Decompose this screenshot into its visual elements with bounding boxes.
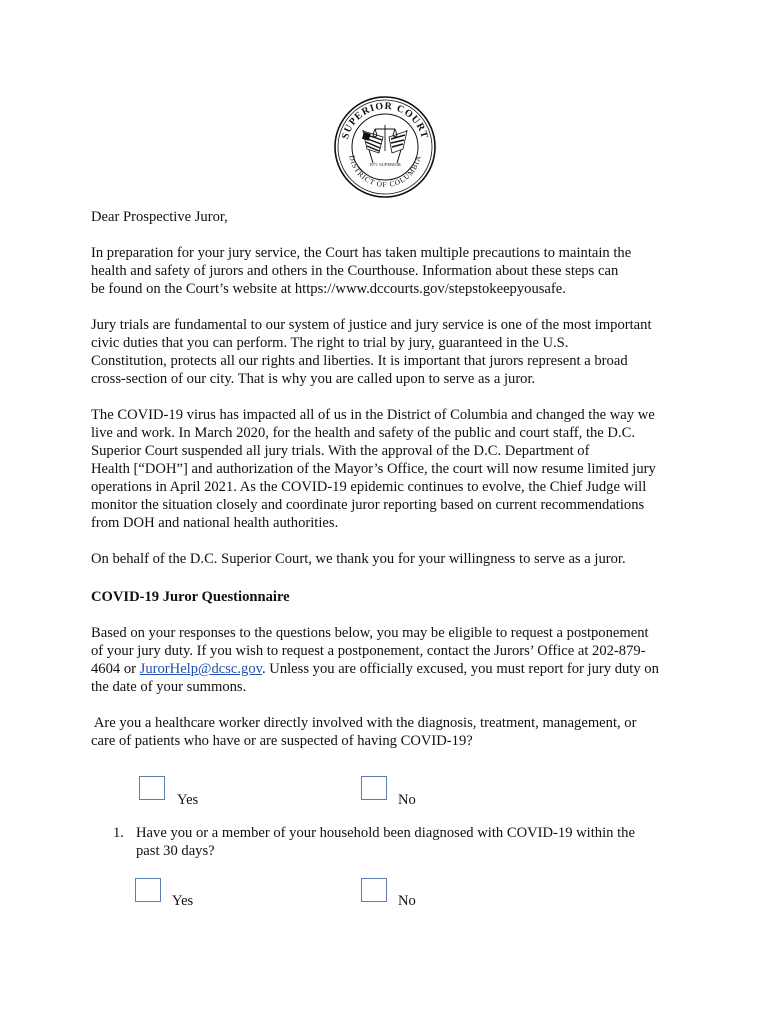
question-0-answers xyxy=(91,750,691,816)
question-0-no-label: No xyxy=(398,792,416,808)
question-1-line: past 30 days? xyxy=(136,843,215,859)
question-1-yes-checkbox[interactable] xyxy=(135,878,161,902)
questionnaire-heading: COVID-19 Juror Questionnaire xyxy=(91,589,290,605)
question-1-no-checkbox[interactable] xyxy=(361,878,387,902)
intro-line: the date of your summons. xyxy=(91,679,247,695)
paragraph-3-line: operations in April 2021. As the COVID-19 epidemic continues to evolve, the Chief Judge will xyxy=(91,479,647,495)
letter-body xyxy=(91,208,691,926)
paragraph-3 xyxy=(91,406,691,532)
paragraph-4: On behalf of the D.C. Superior Court, we thank you for your willingness to serve as a juror. xyxy=(91,551,626,567)
court-seal xyxy=(333,95,437,199)
svg-text:1971 SUPERIOR: 1971 SUPERIOR xyxy=(369,162,401,167)
question-1-answers xyxy=(91,860,691,926)
svg-text:DISTRICT OF COLUMBIA: DISTRICT OF COLUMBIA xyxy=(347,154,423,190)
paragraph-1 xyxy=(91,244,691,298)
question-1-number: 1. xyxy=(113,825,124,841)
question-0-yes-checkbox[interactable] xyxy=(139,776,165,800)
intro-line: Based on your responses to the questions below, you may be eligible to request a postponement xyxy=(91,625,649,641)
intro-text: 4604 or xyxy=(91,661,140,677)
question-1 xyxy=(113,824,691,860)
svg-text:SUPERIOR COURT: SUPERIOR COURT xyxy=(339,100,431,141)
paragraph-1-line: In preparation for your jury service, the Court has taken multiple precautions to maintain the xyxy=(91,245,632,261)
intro-line-with-email xyxy=(91,660,691,678)
question-1-text xyxy=(136,824,691,860)
paragraph-3-line: The COVID-19 virus has impacted all of us in the District of Columbia and changed the way we xyxy=(91,407,655,423)
question-0-yes-label: Yes xyxy=(177,792,199,808)
paragraph-2-line: cross-section of our city. That is why you are called upon to serve as a juror. xyxy=(91,371,536,387)
paragraph-2 xyxy=(91,316,691,388)
paragraph-1-line: be found on the Court’s website at https://www.dccourts.gov/stepstokeepyousafe. xyxy=(91,281,566,297)
question-1-yes-label: Yes xyxy=(172,893,194,909)
question-1-no-label: No xyxy=(398,893,416,909)
question-0-line: Are you a healthcare worker directly involved with the diagnosis, treatment, management, or xyxy=(91,715,637,731)
intro-text: . Unless you are officially excused, you must report for jury duty on xyxy=(261,661,659,677)
paragraph-1-line: health and safety of jurors and others in the Courthouse. Information about these steps can xyxy=(91,263,619,279)
question-0 xyxy=(91,714,691,750)
court-seal-graphic xyxy=(333,95,437,199)
paragraph-3-line: Superior Court suspended all jury trials. With the approval of the D.C. Department of xyxy=(91,443,590,459)
paragraph-3-line: monitor the situation closely and coordinate juror reporting based on current recommendations xyxy=(91,497,645,513)
greeting: Dear Prospective Juror, xyxy=(91,209,228,225)
paragraph-3-line: live and work. In March 2020, for the health and safety of the public and court staff, the D.C. xyxy=(91,425,636,441)
paragraph-3-line: from DOH and national health authorities. xyxy=(91,515,339,531)
questionnaire-intro xyxy=(91,624,691,696)
question-0-line: care of patients who have or are suspected of having COVID-19? xyxy=(91,733,473,749)
intro-line: of your jury duty. If you wish to request a postponement, contact the Jurors’ Office at 202-879- xyxy=(91,643,646,659)
email-link[interactable]: JurorHelp@dcsc.gov xyxy=(139,661,262,677)
paragraph-2-line: Jury trials are fundamental to our system of justice and jury service is one of the most important xyxy=(91,317,652,333)
paragraph-2-line: civic duties that you can perform. The right to trial by jury, guaranteed in the U.S. xyxy=(91,335,569,351)
paragraph-3-line: Health [“DOH”] and authorization of the Mayor’s Office, the court will now resume limited jury xyxy=(91,461,656,477)
question-0-no-checkbox[interactable] xyxy=(361,776,387,800)
question-1-line: Have you or a member of your household been diagnosed with COVID-19 within the xyxy=(136,825,635,841)
paragraph-2-line: Constitution, protects all our rights and liberties. It is important that jurors represent a broad xyxy=(91,353,628,369)
